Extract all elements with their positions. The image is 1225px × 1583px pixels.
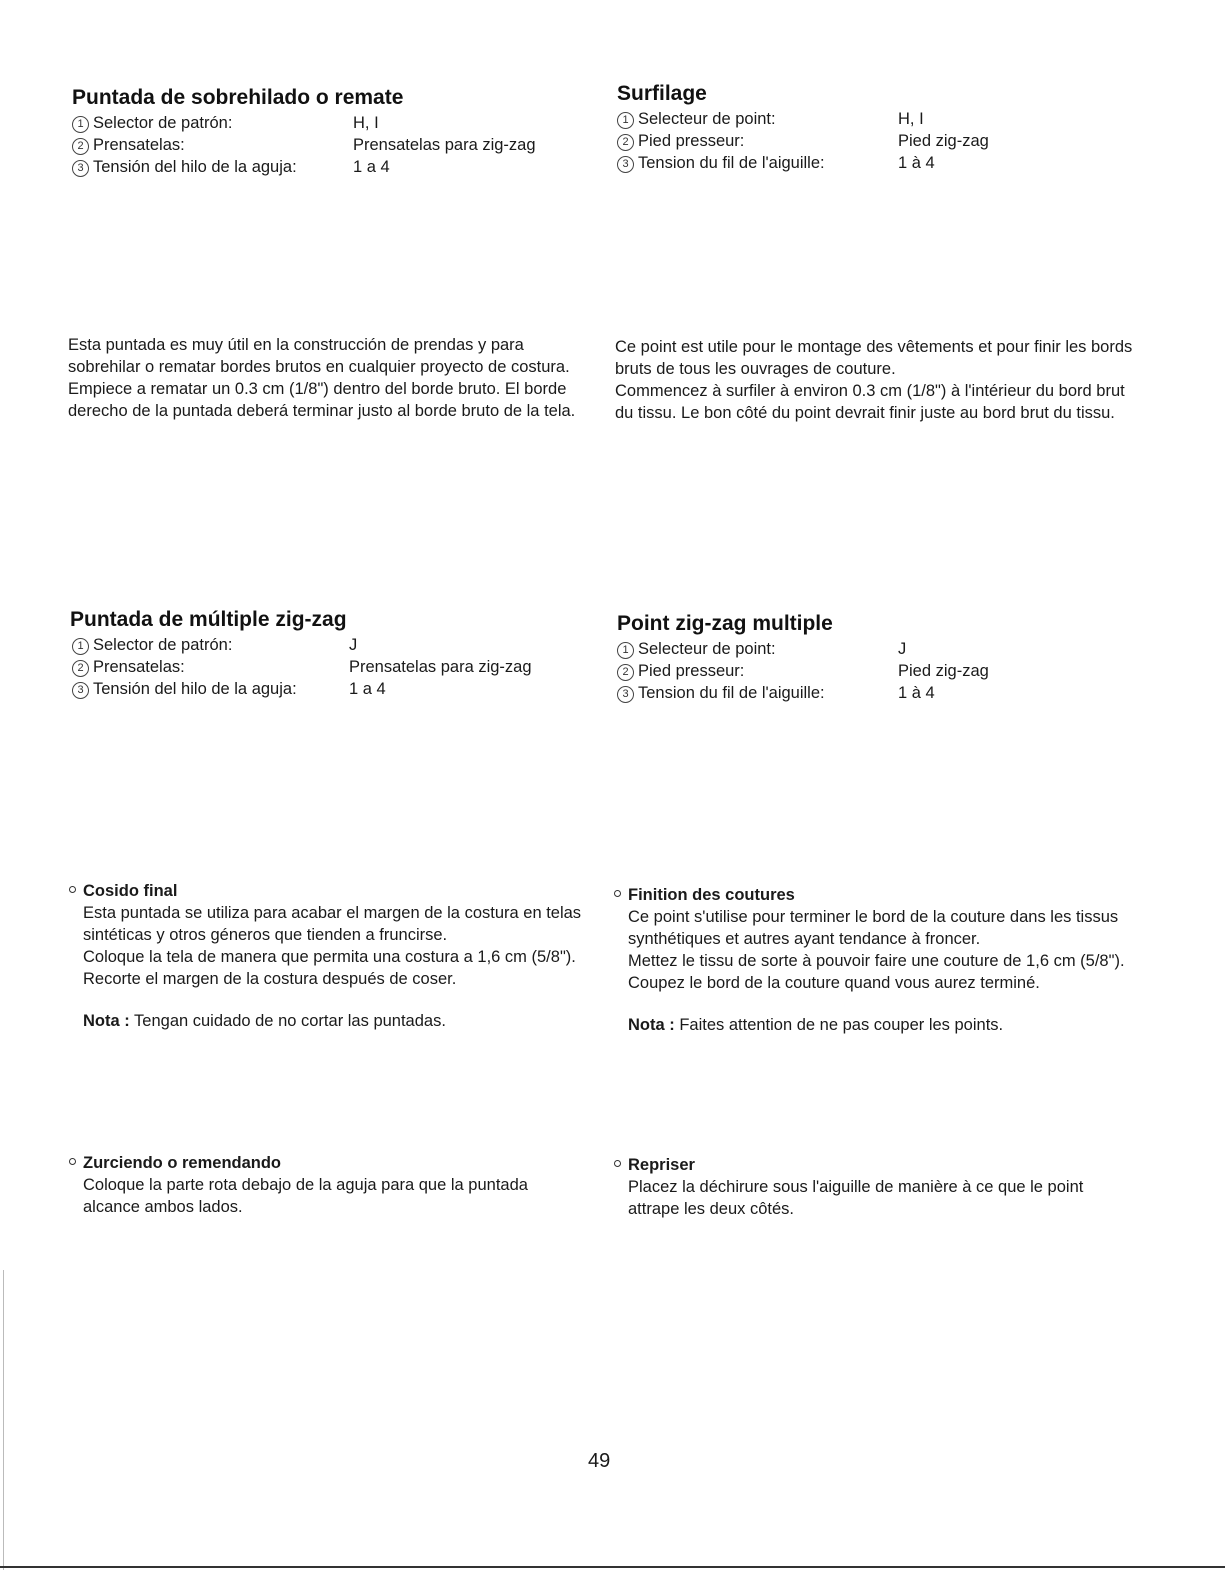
paragraph: Esta puntada es muy útil en la construcción de prendas y para sobrehilar o rematar bordes brutos en cualquier proyecto de costura. [68, 336, 570, 376]
spec-value: Pied zig-zag [898, 132, 989, 150]
es-overcast-title: Puntada de sobrehilado o remate [72, 86, 404, 109]
fr-overcast-specs [617, 108, 989, 174]
es-darn-heading: Zurciendo o remendando [69, 1152, 573, 1174]
spec-row [617, 130, 989, 152]
number-2-icon: 2 [72, 660, 89, 677]
number-2-icon: 2 [617, 134, 634, 151]
spec-value: H, I [898, 110, 924, 128]
note-label: Nota : [628, 1016, 675, 1034]
paragraph: Ce point est utile pour le montage des vêtements et pour finir les bords bruts de tous les ouvrages de couture. [615, 338, 1133, 378]
spec-row [617, 660, 989, 682]
fr-overcast-title: Surfilage [617, 82, 707, 105]
note-text: Tengan cuidado de no cortar las puntadas. [129, 1012, 446, 1030]
spec-row [72, 134, 536, 156]
number-2-icon: 2 [72, 138, 89, 155]
bullet-icon [614, 890, 621, 897]
spec-label: 3 Tension du fil de l'aiguille: [617, 682, 898, 704]
number-3-icon: 3 [72, 160, 89, 177]
number-3-icon: 3 [72, 682, 89, 699]
es-multi-title: Puntada de múltiple zig-zag [70, 608, 347, 631]
bottom-rule [0, 1566, 1225, 1568]
spec-row [72, 656, 532, 678]
number-1-icon: 1 [72, 638, 89, 655]
fr-finish-block [628, 884, 1128, 1036]
paragraph: Commencez à surfiler à environ 0.3 cm (1/8") à l'intérieur du bord brut du tissu. Le bon côté du point devrait finir juste au bord brut du tissu. [615, 382, 1125, 422]
paragraph: Coupez le bord de la couture quand vous aurez terminé. [628, 974, 1040, 992]
paragraph: Coloque la parte rota debajo de la aguja para que la puntada alcance ambos lados. [83, 1176, 528, 1216]
paragraph: Empiece a rematar un 0.3 cm (1/8") dentro del borde bruto. El borde derecho de la puntada deberá terminar justo al borde bruto de la tela. [68, 380, 576, 420]
spec-label: 3 Tensión del hilo de la aguja: [72, 156, 353, 178]
number-1-icon: 1 [72, 116, 89, 133]
spec-label: 2 Pied presseur: [617, 660, 898, 682]
fr-multi-title: Point zig-zag multiple [617, 612, 833, 635]
es-finish-heading: Cosido final [69, 880, 593, 902]
fr-finish-heading: Finition des coutures [614, 884, 1128, 906]
spec-value: 1 a 4 [353, 158, 390, 176]
spec-value: 1 à 4 [898, 154, 935, 172]
paragraph: Placez la déchirure sous l'aiguille de manière à ce que le point attrape les deux côtés. [628, 1178, 1084, 1218]
paragraph: Mettez le tissu de sorte à pouvoir faire une couture de 1,6 cm (5/8"). [628, 952, 1125, 970]
spec-value: Prensatelas para zig-zag [349, 658, 532, 676]
es-overcast-specs [72, 112, 536, 178]
spec-label: 2 Prensatelas: [72, 134, 353, 156]
note [628, 1014, 1128, 1036]
spec-label: 1 Selector de patrón: [72, 634, 349, 656]
number-3-icon: 3 [617, 686, 634, 703]
number-2-icon: 2 [617, 664, 634, 681]
spec-row [617, 638, 989, 660]
spec-label: 2 Prensatelas: [72, 656, 349, 678]
spec-label: 1 Selecteur de point: [617, 638, 898, 660]
spec-value: Pied zig-zag [898, 662, 989, 680]
spec-label: 2 Pied presseur: [617, 130, 898, 152]
bullet-icon [69, 886, 76, 893]
number-3-icon: 3 [617, 156, 634, 173]
fr-darn-heading: Repriser [614, 1154, 1128, 1176]
page-number: 49 [588, 1450, 611, 1472]
number-1-icon: 1 [617, 112, 634, 129]
spec-value: 1 a 4 [349, 680, 386, 698]
spec-value: J [898, 640, 907, 658]
es-finish-block [83, 880, 593, 1032]
spec-row [72, 634, 532, 656]
spec-row [72, 156, 536, 178]
spec-label: 1 Selecteur de point: [617, 108, 898, 130]
paragraph: Recorte el margen de la costura después de coser. [83, 970, 457, 988]
paragraph: Coloque la tela de manera que permita una costura a 1,6 cm (5/8"). [83, 948, 576, 966]
spec-value: 1 à 4 [898, 684, 935, 702]
fr-multi-specs [617, 638, 989, 704]
spec-value: H, I [353, 114, 379, 132]
es-multi-specs [72, 634, 532, 700]
spec-row [72, 678, 532, 700]
spec-label: 3 Tension du fil de l'aiguille: [617, 152, 898, 174]
es-overcast-text [68, 334, 588, 422]
spec-row [617, 152, 989, 174]
spec-row [617, 108, 989, 130]
note [83, 1010, 593, 1032]
bullet-icon [614, 1160, 621, 1167]
spec-value: J [349, 636, 358, 654]
scan-margin-line [3, 1270, 4, 1570]
spec-row [617, 682, 989, 704]
spec-label: 3 Tensión del hilo de la aguja: [72, 678, 349, 700]
spec-value: Prensatelas para zig-zag [353, 136, 536, 154]
spec-row [72, 112, 536, 134]
note-text: Faites attention de ne pas couper les points. [674, 1016, 1004, 1034]
spec-label: 1 Selector de patrón: [72, 112, 353, 134]
note-label: Nota : [83, 1012, 130, 1030]
es-darn-block [83, 1152, 573, 1218]
paragraph: Ce point s'utilise pour terminer le bord de la couture dans les tissus synthétiques et autres ayant tendance à froncer. [628, 908, 1119, 948]
paragraph: Esta puntada se utiliza para acabar el margen de la costura en telas sintéticas y otros géneros que tienden a fruncirse. [83, 904, 582, 944]
fr-darn-block [628, 1154, 1128, 1220]
fr-overcast-text [615, 336, 1145, 424]
bullet-icon [69, 1158, 76, 1165]
number-1-icon: 1 [617, 642, 634, 659]
